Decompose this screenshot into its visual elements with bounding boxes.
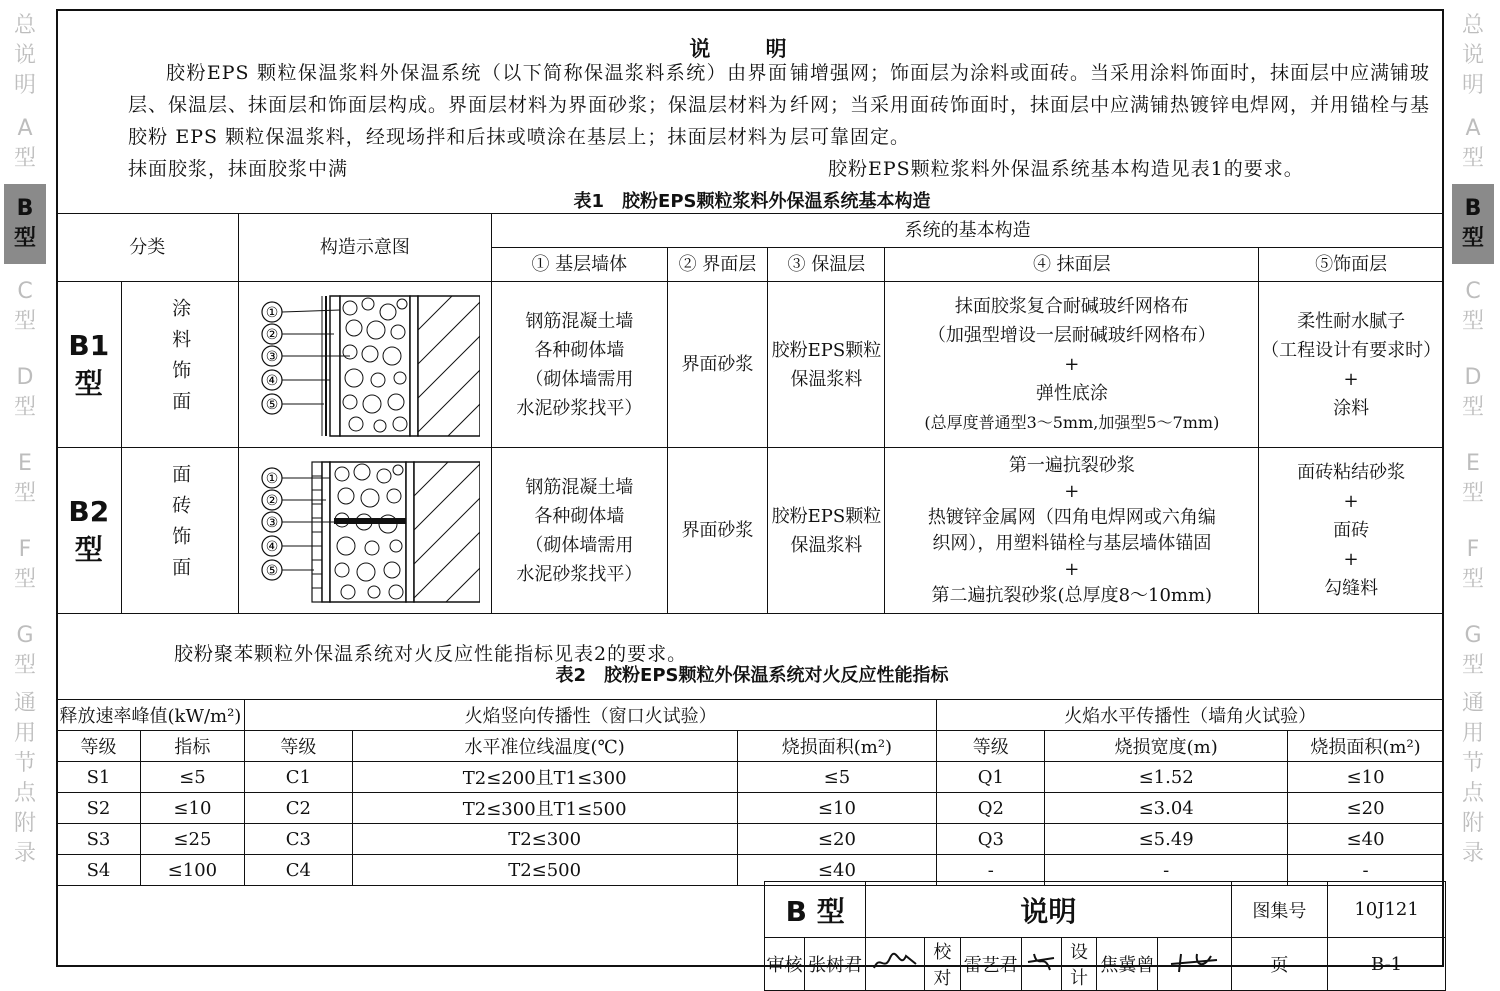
side-tab-right-3[interactable]: C 型 [1461,279,1484,334]
signature-icon [1026,950,1056,974]
base-b1-line: 钢筋混凝土墙 [525,310,634,332]
base-b2-line: 钢筋混凝土墙 [525,476,634,498]
drawing-frame [56,9,1444,989]
table2-subheader: 指标 [140,731,244,762]
side-tab-left-4[interactable]: D 型 [13,365,36,420]
table2-note: 胶粉聚苯颗粒外保温系统对火反应性能指标见表2的要求。 [174,643,688,665]
table2-cell: ≤40 [737,855,937,886]
checker-signature [1021,938,1061,991]
base-b2-line: （砌体墙需用 [525,534,634,556]
table2-cell: ≤5.49 [1045,824,1288,855]
signature-icon [1167,950,1223,974]
review-label: 审核 [765,938,805,991]
base-b1-line: 各种砌体墙 [534,339,625,361]
diagram-b1 [238,282,492,448]
side-tab-left-3[interactable]: C 型 [13,279,36,334]
table2-h-horizontal: 火焰水平传播性（墙角火试验） [937,700,1444,731]
plaster-b2 [885,448,1259,614]
plaster-b2-line: 第二遍抗裂砂浆(总厚度8～10mm) [931,584,1213,606]
table2-subheader: 烧损面积(m²) [1288,731,1444,762]
table2-cell: ≤5 [737,762,937,793]
insulation-b1-line: 胶粉EPS颗粒 [771,339,882,361]
base-b2-line: 各种砌体墙 [534,505,625,527]
layer-mark: ⑤ [265,396,279,413]
table-row [57,793,1444,824]
table-row [57,762,1444,793]
side-tab-left-1[interactable]: A 型 [13,116,36,171]
table2 [56,699,1444,886]
plaster-b1-line: (总厚度普通型3～5mm,加强型5～7mm) [924,413,1220,432]
type-b1-label: B1型 [68,328,110,400]
base-b1-line: 水泥砂浆找平） [516,397,643,419]
finish-b2-text: 面砖饰面 [169,464,192,588]
layer-mark: ④ [265,538,279,555]
table1 [56,213,1444,614]
intro-right-text-2: 胶粉EPS颗粒浆料外保温系统基本构造见表1的要求。 [828,158,1304,180]
table1-caption: 表1 胶粉EPS颗粒浆料外保温系统基本构造 [573,191,931,212]
table1-h-category: 分类 [57,214,239,282]
side-tab-left-7[interactable]: G 型 [13,623,36,678]
table1-col-interface: ② 界面层 [667,248,768,282]
layer-mark: ③ [265,514,279,531]
finish-layer-b2-line: 面砖 [1333,520,1370,541]
table2-cell: T2≤300且T1≤500 [352,793,737,824]
table1-col-insulation: ③ 保温层 [768,248,885,282]
table2-cell: C2 [244,793,352,824]
finish-b2 [121,448,238,614]
table1-h-system: 系统的基本构造 [492,214,1444,248]
type-b2 [57,448,122,614]
base-b2-line: 水泥砂浆找平） [516,563,643,585]
finish-layer-b2-line: 勾缝料 [1324,578,1379,599]
table2-h-release: 释放速率峰值(kW/m²) [57,700,245,731]
table2-cell: ≤10 [140,793,244,824]
finish-layer-b2-line: + [1343,491,1359,512]
side-tab-left-8[interactable]: 通 用 节 点 [13,691,36,806]
insulation-b1-line: 保温浆料 [790,368,863,390]
table2-cell: Q2 [937,793,1045,824]
type-b2-label: B2型 [68,494,110,566]
layer-mark: ④ [265,372,279,389]
side-tab-left-5[interactable]: E 型 [13,451,36,506]
table2-cell: ≤20 [1288,793,1444,824]
title-block-name: 说明 [866,882,1231,938]
designer: 焦冀曾 [1097,938,1158,991]
insulation-b2-line: 胶粉EPS颗粒 [771,505,882,527]
insulation-b2-line: 保温浆料 [790,534,863,556]
table2-cell: C1 [244,762,352,793]
interface-b1: 界面砂浆 [667,282,768,448]
interface-b2: 界面砂浆 [667,448,768,614]
table2-cell: S2 [57,793,141,824]
layer-mark: ① [265,304,279,321]
finish-layer-b1-line: 涂料 [1333,397,1370,419]
table2-subheader: 水平准位线温度(℃) [352,731,737,762]
side-tab-right-7[interactable]: G 型 [1461,623,1484,678]
title-block-type: B 型 [765,882,866,938]
table2-cell: ≤1.52 [1045,762,1288,793]
side-tab-left-9[interactable]: 附 录 [13,811,36,866]
side-tabs-left [4,8,46,868]
design-label: 设计 [1061,938,1096,991]
table2-caption: 表2 胶粉EPS颗粒外保温系统对火反应性能指标 [555,665,949,686]
page-label: 页 [1231,938,1328,991]
table1-h-diagram: 构造示意图 [238,214,492,282]
insulation-b2 [768,448,885,614]
finish-layer-b1-line: 柔性耐水腻子 [1297,310,1406,332]
table2-cell: Q1 [937,762,1045,793]
table2-subheader: 等级 [57,731,141,762]
layer-mark: ③ [265,348,279,365]
table2-cell: T2≤500 [352,855,737,886]
layer-diagram-b2 [250,456,480,606]
table2-subheader: 等级 [937,731,1045,762]
table2-cell: ≤100 [140,855,244,886]
signature-icon [872,950,918,974]
table2-cell: ≤10 [1288,762,1444,793]
finish-layer-b1 [1259,282,1444,448]
designer-signature [1158,938,1231,991]
plaster-b2-line: + [1064,558,1080,580]
side-tab-right-2[interactable]: B 型 [1452,184,1494,264]
plaster-b2-line: + [1064,480,1080,502]
plaster-b2-line: 第一遍抗裂砂浆 [1008,454,1135,476]
table1-col-plaster: ④ 抹面层 [885,248,1259,282]
side-tab-left-2[interactable]: B 型 [4,184,46,264]
plaster-b2-line: 热镀锌金属网（四角电焊网或六角编 [927,506,1216,528]
finish-layer-b2-line: 面砖粘结砂浆 [1297,462,1406,483]
table2-subheader: 烧损面积(m²) [737,731,937,762]
table2-h-vertical: 火焰竖向传播性（窗口火试验） [244,700,936,731]
base-b1-line: （砌体墙需用 [525,368,634,390]
reviewer: 张树君 [805,938,866,991]
table2-cell: T2≤300 [352,824,737,855]
side-tab-left-0[interactable]: 总 说 明 [13,13,36,98]
table2-cell: T2≤200且T1≤300 [352,762,737,793]
table2-subheader-row [57,731,1444,762]
table2-cell: S3 [57,824,141,855]
side-tab-right-1[interactable]: A 型 [1461,116,1484,171]
table2-cell: Q3 [937,824,1045,855]
table2-subheader: 等级 [244,731,352,762]
atlas-no: 10J121 [1328,882,1446,938]
table2-cell: S4 [57,855,141,886]
layer-mark: ⑤ [265,562,279,579]
page-title: 说 明 [689,37,811,61]
table2-cell: ≤5 [140,762,244,793]
side-tab-right-4[interactable]: D 型 [1461,365,1484,420]
plaster-b1 [885,282,1259,448]
plaster-b1-line: + [1064,354,1080,375]
table2-cell: ≤25 [140,824,244,855]
side-tab-left-6[interactable]: F 型 [13,537,36,592]
table2-cell: - [1045,855,1288,886]
table2-cell: ≤40 [1288,824,1444,855]
table2-cell: ≤3.04 [1045,793,1288,824]
check-label: 校对 [925,938,960,991]
side-tab-right-8[interactable]: 通 用 节 点 [1461,691,1484,806]
table2-cell: ≤20 [737,824,937,855]
finish-b1 [121,282,238,448]
finish-layer-b2-line: + [1343,549,1359,570]
side-tab-right-5[interactable]: E 型 [1461,451,1484,506]
page-no: B-1 [1328,938,1446,991]
table1-col-base: ① 基层墙体 [492,248,667,282]
table-row [57,824,1444,855]
table2-cell: ≤10 [737,793,937,824]
table2-cell: - [1288,855,1444,886]
checker: 雷艺君 [960,938,1021,991]
side-tabs-right [1452,8,1494,868]
side-tab-right-0[interactable]: 总 说 明 [1461,13,1484,98]
side-tab-right-9[interactable]: 附 录 [1461,811,1484,866]
table2-cell: S1 [57,762,141,793]
atlas-label: 图集号 [1231,882,1328,938]
layer-diagram-b1 [250,290,480,440]
plaster-b1-line: 抹面胶浆复合耐碱玻纤网格布 [954,296,1189,317]
table1-col-finish: ⑤饰面层 [1259,248,1444,282]
plaster-b1-line: 弹性底涂 [1035,383,1108,404]
finish-layer-b1-line: （工程设计有要求时） [1261,339,1442,361]
intro-left: 胶粉EPS 颗粒保温浆料外保温系统（以下简称保温浆料系统）由界面层、保温层、抹面层和饰面层构成。界面层材料为界面砂浆；保温层材料为胶粉 EPS 颗粒保温浆料，经现场拌和后抹或喷涂在基层上；抹面层材料为抹面胶浆，抹面胶浆中满 [128,62,789,180]
table2-subheader: 烧损宽度(m) [1045,731,1288,762]
layer-mark: ② [265,326,279,343]
insulation-b1 [768,282,885,448]
plaster-b2-line: 织网），用塑料锚栓与基层墙体锚固 [932,532,1212,554]
finish-layer-b1-line: + [1343,368,1359,390]
finish-b1-text: 涂料饰面 [169,298,192,422]
plaster-b1-line: （加强型增设一层耐碱玻纤网格布） [927,325,1216,346]
base-b1 [492,282,667,448]
reviewer-signature [866,938,925,991]
table2-cell: C4 [244,855,352,886]
side-tab-right-6[interactable]: F 型 [1461,537,1484,592]
table2-cell: - [937,855,1045,886]
layer-mark: ② [265,492,279,509]
layer-mark: ① [265,470,279,487]
intro-right-text: 铺增强网；饰面层为涂料或面砖。当采用涂料饰面时，抹面层中应满铺玻纤网；当采用面砖饰面时，抹面层中应满铺热镀锌电焊网，并用锚栓与基层可靠固定。 [790,62,1431,148]
type-b1 [57,282,122,448]
base-b2 [492,448,667,614]
diagram-b2 [238,448,492,614]
finish-layer-b2 [1259,448,1444,614]
table2-cell: C3 [244,824,352,855]
intro-right [790,57,1430,185]
